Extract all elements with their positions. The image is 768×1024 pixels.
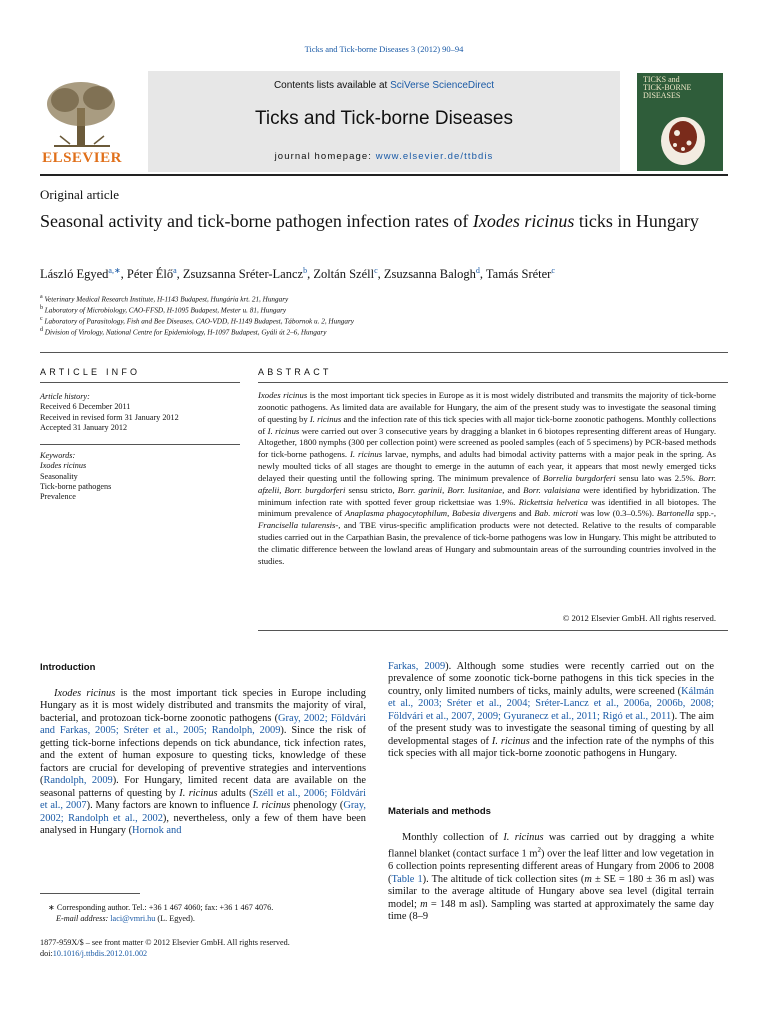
author-sup[interactable]: a — [173, 266, 177, 275]
doi-label: doi: — [40, 949, 53, 958]
author-name: László Egyed — [40, 267, 109, 282]
keywords-label: Keywords: — [40, 451, 76, 460]
author-name: Tamás Sréter — [485, 267, 552, 282]
issn-line: 1877-959X/$ – see front matter © 2012 Elsevier GmbH. All rights reserved. — [40, 938, 290, 947]
affiliation-text: Veterinary Medical Research Institute, H-1143 Budapest, Hungária krt. 21, Hungary — [44, 295, 289, 304]
affiliation-text: Laboratory of Microbiology, CAO-FFSD, H-1095 Budapest, Mester u. 81, Hungary — [44, 306, 287, 315]
corresponding-author-note — [40, 903, 370, 924]
affiliation-sup: c — [40, 316, 43, 322]
header-rule — [40, 174, 728, 176]
author-sup[interactable]: a,∗ — [108, 266, 121, 275]
author[interactable] — [384, 267, 480, 281]
affiliation-text: Division of Virology, National Centre for Epidemiology, H-1097 Budapest, Gyáli út 2–6, Hungary — [44, 328, 327, 337]
tick-cover-image — [637, 73, 723, 171]
article-info-heading: ARTICLE INFO — [40, 367, 141, 377]
homepage-prefix: journal homepage: — [274, 151, 376, 162]
keyword: Ixodes ricinus — [40, 461, 87, 471]
author[interactable] — [183, 267, 307, 281]
cover-title-line: TICK-BORNE — [643, 83, 692, 92]
contents-line — [148, 80, 620, 91]
author-sup[interactable]: d — [475, 266, 480, 275]
corresponding-contact: ∗ Corresponding author. Tel.: +36 1 467 4060; fax: +36 1 467 4076. — [48, 903, 274, 912]
footnote-rule — [40, 893, 140, 894]
article-title — [40, 210, 730, 232]
keyword: Prevalence — [40, 492, 76, 502]
author[interactable] — [40, 267, 121, 281]
author[interactable] — [313, 267, 377, 281]
reference-link[interactable]: Farkas, 2009 — [388, 661, 446, 672]
reference-link[interactable]: Hornok and — [132, 824, 182, 836]
introduction-heading: Introduction — [40, 662, 96, 673]
reference-link[interactable]: Gray, 2002; Randolph et al., 2002 — [40, 800, 367, 824]
affiliation-sup: a — [40, 294, 43, 300]
section-rule — [40, 352, 728, 353]
abstract-rule — [258, 382, 728, 383]
author-sup[interactable]: b — [303, 266, 308, 275]
affiliation-sup: b — [40, 305, 43, 311]
title-text: Seasonal activity and tick-borne pathogen infection rates of — [40, 211, 473, 231]
email-suffix: (L. Egyed). — [155, 913, 195, 923]
author-sup[interactable]: c — [551, 266, 555, 275]
cover-title-line: DISEASES — [643, 91, 681, 100]
affiliation-sup: d — [40, 327, 43, 333]
author[interactable] — [127, 267, 177, 281]
email-label: E-mail address: — [56, 913, 111, 923]
article-info-rule — [40, 382, 240, 383]
author[interactable] — [486, 267, 555, 281]
sciencedirect-link[interactable]: SciVerse ScienceDirect — [390, 80, 495, 91]
author-name: Zsuzsanna Sréter-Lancz — [182, 267, 304, 282]
article-history — [40, 392, 240, 433]
reference-link[interactable]: Kálmán et al., 2003; Sréter et al., 2004; Sréter-Lancz et al., 2006a, 2006b, 2008; Földvári et al., 2007, 2009; Gyuranecz et al., 2011; Rigó et al., 2011 — [388, 685, 714, 722]
article-info-rule — [40, 444, 240, 445]
reference-link[interactable]: Randolph, 2009 — [43, 775, 113, 787]
keywords — [40, 451, 240, 502]
author-name: Zsuzsanna Balogh — [383, 267, 476, 282]
reference-link[interactable]: Széll et al., 2006; Földvári et al., 2007 — [40, 787, 366, 812]
title-species: Ixodes ricinus — [472, 211, 575, 231]
keyword: Seasonality — [40, 471, 78, 481]
keyword: Tick-borne pathogens — [40, 481, 112, 491]
affiliation — [40, 325, 730, 338]
reference-link[interactable]: Gray, 2002; Földvári and Farkas, 2005; Sréter et al., 2005; Randolph, 2009 — [40, 712, 366, 737]
abstract-heading: ABSTRACT — [258, 367, 332, 377]
abstract-rule — [258, 630, 728, 631]
journal-citation[interactable]: Ticks and Tick-borne Diseases 3 (2012) 90–94 — [304, 44, 464, 54]
issn-doi-block — [40, 937, 370, 959]
journal-name: Ticks and Tick-borne Diseases — [254, 108, 513, 129]
journal-cover-thumbnail[interactable] — [637, 73, 723, 171]
doi-link[interactable]: 10.1016/j.ttbdis.2012.01.002 — [52, 949, 148, 958]
elsevier-wordmark: ELSEVIER — [42, 150, 122, 166]
introduction-text: Ixodes ricinus is the most important tick species in Europe including Hungary as it is most widely distributed and transmits the majority of viral, bacterial, and protozoan tick-borne zoonotic pathogens (Gray, 2002; Földvári and Farkas, 2005; Sréter et al., 2005; Randolph, 2009). Since the risk of getting tick-borne infections depends on tick abundance, tick infection rates, and the extent of human exposure to questing ticks, knowledge of these factors are crucial for developing of preventive strategies and interventions (Randolph, 2009). For Hungary, limited recent data are available on the seasonal patterns of questing by I. ricinus adults (Széll et al., 2006; Földvári et al., 2007). Many factors are known to influence I. ricinus phenology (Gray, 2002; Randolph et al., 2002), nevertheless, only a few of them have been analysed in Hungary (Hornok and — [40, 688, 367, 836]
history-item: Accepted 31 January 2012 — [40, 422, 128, 432]
history-item: Received in revised form 31 January 2012 — [40, 412, 179, 422]
homepage-link[interactable]: www.elsevier.de/ttbdis — [375, 151, 494, 162]
article-type: Original article — [40, 187, 120, 202]
author-name: Péter Élő — [126, 267, 174, 282]
contents-prefix: Contents lists available at — [273, 80, 391, 91]
methods-heading: Materials and methods — [388, 806, 491, 817]
history-item: Received 6 December 2011 — [40, 402, 131, 412]
author-name: Zoltán Széll — [313, 267, 375, 282]
author-sup[interactable]: c — [374, 266, 378, 275]
affiliation-text: Laboratory of Parasitology, Fish and Bee Diseases, CAO-VDD, H-1149 Budapest, Tábornok u. 2, Hungary — [44, 317, 354, 326]
table-link[interactable]: Table 1 — [391, 873, 423, 885]
author-list: László Egyed$^{a,∗}$, Péter Élő$^a$, Zsuzsanna Sréter-Lancz$^b$, Zoltán Széll$^c$, Zsuzsanna Balogh$^d$, Tamás Sréter$^c$ — [40, 266, 555, 282]
cover-title-line: TICKS and — [643, 75, 680, 84]
introduction-text-continued: Farkas, 2009). Although some studies were recently carried out on the prevalence of some zoonotic tick-borne pathogens in this tick species in the country, only limited numbers of ticks, mainly adults, were screened (Kálmán et al., 2003; Sréter et al., 2004; Sréter-Lancz et al., 2006a, 2006b, 2008; Földvári et al., 2007, 2009; Gyuranecz et al., 2011; Rigó et al., 2011). The aim of the present study was to investigate the seasonal timing of questing by all developmental stages of I. ricinus and the infection rate of the nymphs of this tick species with all major tick-borne zoonotic pathogens in Hungary. — [388, 661, 714, 760]
title-text-end: ticks in Hungary — [574, 211, 699, 231]
methods-text: Monthly collection of I. ricinus was carried out by dragging a white flannel blanket (contact surface 1 $m^2$) over the leaf litter and low vegetation in 6 collection points representing different areas of Hungary from 2006 to 2008 (Table 1). The altitude of tick collection sites (m ± SE = 180 ± 36 m asl) was similar to the average altitude of Hungary above sea level (digital terrain model; m = 148 m asl). Sampling was started at approximately the same day time (8–9 — [388, 832, 715, 923]
email-link[interactable]: laci@vmri.hu — [110, 913, 156, 923]
abstract-copyright: © 2012 Elsevier GmbH. All rights reserved. — [562, 613, 716, 623]
journal-homepage — [148, 151, 620, 162]
history-label: Article history: — [40, 392, 90, 401]
abstract-text: Ixodes ricinus is the most important tick species in Europe as it is most widely distributed and transmits the majority of tick-borne zoonotic pathogens. As limited data are available for Hungary, the aim of the present study was to investigate the seasonal timing of questing by I. ricinus and the infection rate of this tick species with all major tick-borne zoonotic pathogens. Monthly collections of I. ricinus were carried out over 3 consecutive years by dragging a blanket in 6 biotopes representing different areas of Hungary. Altogether, 1800 nymphs (300 per collection point) were screened as pooled samples (each of 5 specimens) by PCR-based methods for tick-borne pathogens. I. ricinus larvae, nymphs, and adults had bimodal activity patterns with a major peak in the spring. As newly moulted ticks of all stages are thought to emerge in the autumn of each year, it appears that most newly emerged ticks delayed their questing until the following spring. The minimum prevalence of Borrelia burgdorferi sensu lato was 2.5%. Borr. afzelii, Borr. burgdorferi sensu stricto, Borr. garinii, Borr. lusitaniae, and Borr. valaisiana were identified by hybridization. The minimum infection rate with spotted fever group rickettsiae was 1.9%. Rickettsia helvetica was identified in all biotopes. The minimum prevalence of Anaplasma phagocytophilum, Babesia divergens and Bab. microti was low (0.3–0.5%). Bartonella spp.-, Francisella tularensis-, and TBE virus-specific amplification products were not detected. Relative to the results of comparable studies carried out in the Carpathian Basin, the prevalence of tick-borne pathogens was low in Hungary. This might be attributed to the climatic difference between the lowland areas of Hungary and submountain areas of the surrounding countries involved in the studies. — [258, 390, 717, 566]
